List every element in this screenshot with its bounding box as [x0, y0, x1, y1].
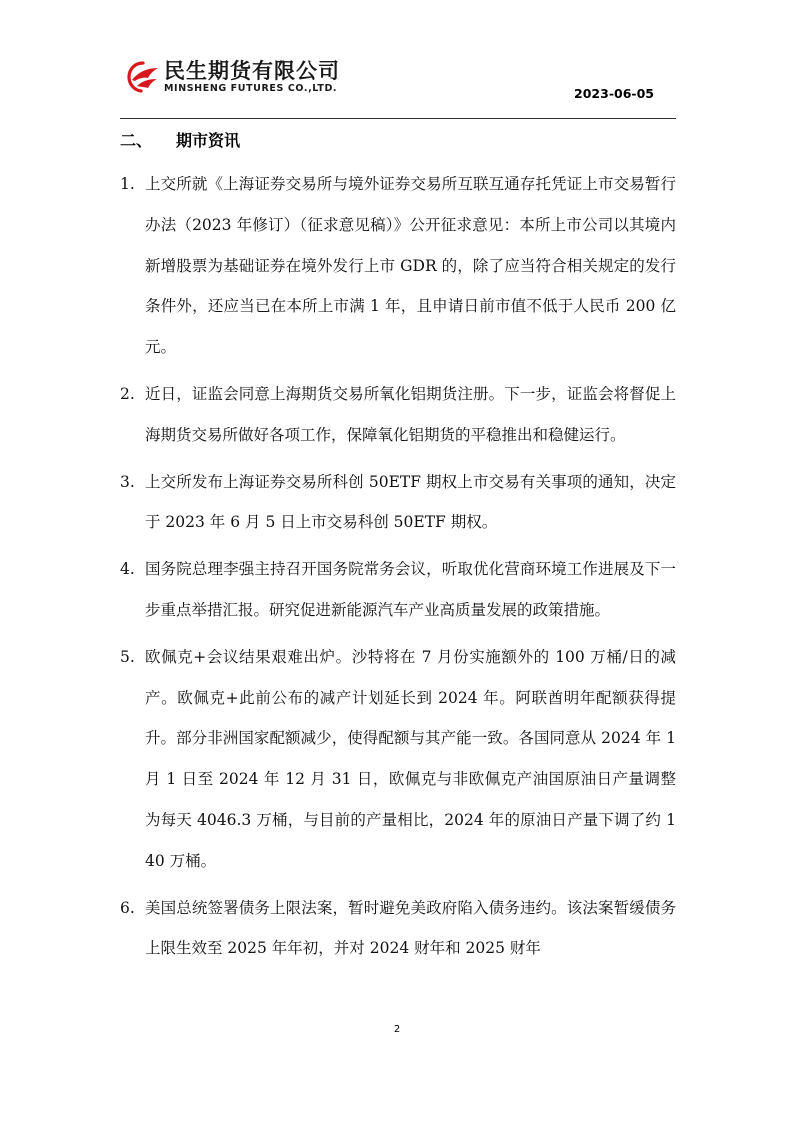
news-item-text: 上交所发布上海证券交易所科创 50ETF 期权上市交易有关事项的通知，决定于 2023 年 6 月 5 日上市交易科创 50ETF 期权。 — [145, 472, 676, 532]
news-item — [120, 374, 676, 456]
report-date: 2023-06-05 — [574, 86, 654, 101]
page-number: 2 — [393, 1024, 401, 1035]
section-title-text: 期市资讯 — [176, 131, 241, 150]
company-name-cn: 民生期货有限公司 — [164, 59, 340, 83]
news-item — [120, 462, 676, 544]
news-item — [120, 637, 676, 882]
news-item — [120, 164, 676, 368]
news-list — [120, 164, 676, 975]
news-item — [120, 549, 676, 631]
news-item-index: 2. — [120, 384, 135, 403]
section-title — [120, 128, 240, 151]
news-item — [120, 888, 676, 970]
news-item-text: 上交所就《上海证券交易所与境外证券交易所互联互通存托凭证上市交易暂行办法（2023 年修订）（征求意见稿）》公开征求意见：本所上市公司以其境内新增股票为基础证券在境外发行上市 GDR 的，除了应当符合相关规定的发行条件外，还应当已在本所上市满 1 年，且申请日前市值不低于人民币 200 亿元。 — [145, 175, 676, 357]
news-item-text: 欧佩克+会议结果艰难出炉。沙特将在 7 月份实施额外的 100 万桶/日的减产。欧佩克+此前公布的减产计划延长到 2024 年。阿联酋明年配额获得提升。部分非洲国家配额减少，使得配额与其产能一致。各国同意从 2024 年 1 月 1 日至 2024 年 12 月 31 日，欧佩克与非欧佩克产油国原油日产量调整为每天 4046.3 万桶，与目前的产量相比，2024 年的原油日产量下调了约 140 万桶。 — [145, 647, 676, 870]
section-number: 二、 — [120, 131, 153, 150]
news-item-text: 国务院总理李强主持召开国务院常务会议，听取优化营商环境工作进展及下一步重点举措汇报。研究促进新能源汽车产业高质量发展的政策措施。 — [145, 560, 676, 619]
news-item-text: 美国总统签署债务上限法案，暂时避免美政府陷入债务违约。该法案暂缓债务上限生效至 2025 年年初，并对 2024 财年和 2025 财年 — [145, 898, 676, 958]
minsheng-logo-icon — [126, 60, 160, 94]
news-item-index: 3. — [120, 472, 135, 491]
news-item-index: 5. — [120, 647, 135, 666]
news-item-index: 4. — [120, 560, 135, 579]
news-item-index: 1. — [120, 175, 135, 193]
news-item-text: 近日，证监会同意上海期货交易所氧化铝期货注册。下一步，证监会将督促上海期货交易所做好各项工作，保障氧化铝期货的平稳推出和稳健运行。 — [145, 384, 676, 444]
news-item-index: 6. — [120, 898, 135, 917]
company-name-en: MINSHENG FUTURES CO.,LTD. — [164, 83, 338, 94]
page-header — [120, 52, 676, 119]
